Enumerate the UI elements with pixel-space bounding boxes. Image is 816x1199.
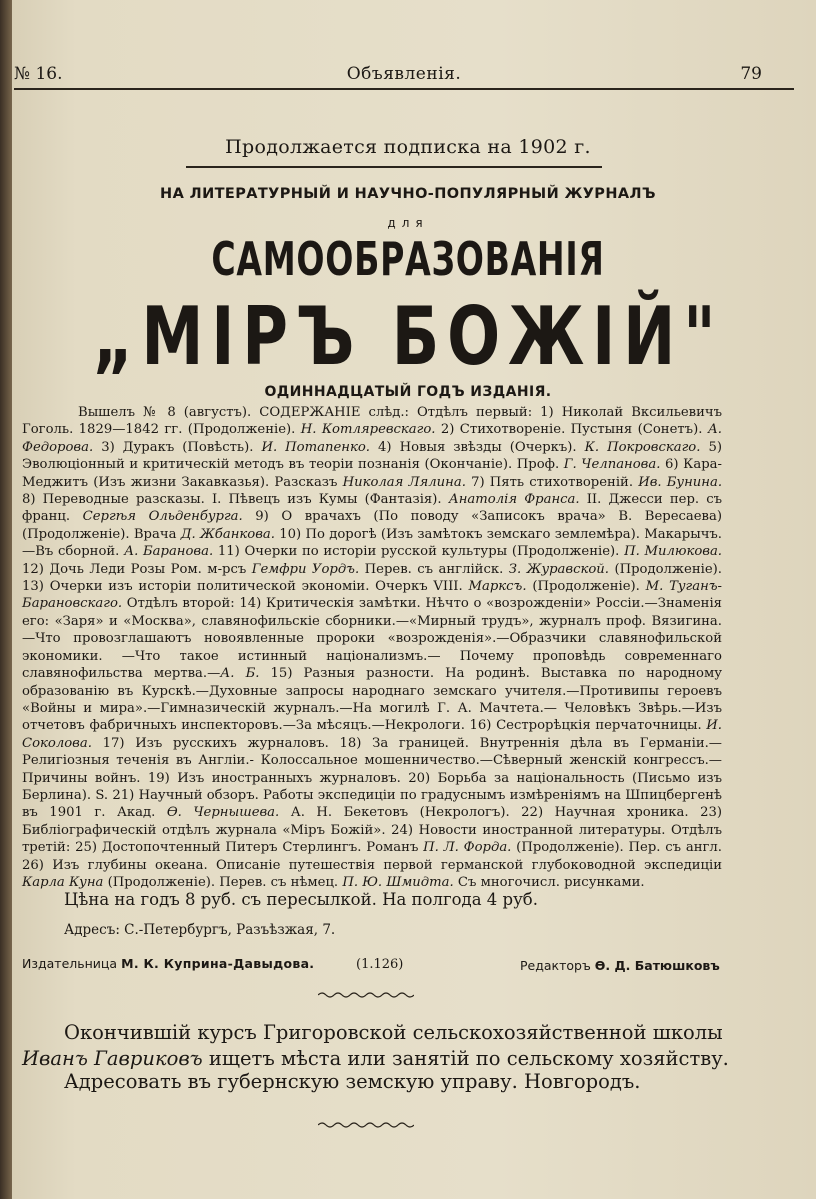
ad-person-name: Иванъ Гавриковъ: [22, 1047, 203, 1070]
table-of-contents: [22, 404, 722, 891]
issue-number: № 16.: [14, 64, 63, 84]
contents-text: 12) Дочь Леди Розы Ром. м-рсъ: [22, 561, 252, 577]
ad-code: (1.126): [356, 957, 404, 972]
editor-label: Редакторъ: [520, 958, 591, 973]
contents-author: М. Туганъ-Барановскаго.: [22, 579, 723, 612]
contents-text: Перев. съ англійск.: [359, 561, 509, 577]
contents-text: А. Н. Бекетовъ (Некрологъ). 22) Научная хроника. 23) Библіографическій отдѣлъ журнала «Міръ Божій». 24) Новости иностранной литературы. Отдѣлъ третій: 25) Достопочтенный Питеръ Стерлингъ. Романъ: [22, 805, 722, 856]
editor-line: [520, 958, 720, 973]
contents-text: 8) Переводные разсказы. I. Пѣвецъ изъ Кумы (Фантазія).: [22, 492, 449, 508]
contents-text: 10) По дорогѣ (Изъ замѣтокъ земскаго землемѣра). Макарычъ.—Въ сборной.: [22, 526, 723, 560]
contents-author: Сергѣя Ольденбурга.: [82, 509, 243, 525]
self-education-heading: САМООБРАЗОВАНІЯ: [211, 232, 605, 286]
contents-text: 6) Кара-Меджитъ (Изъ жизни Закавказья). Разсказъ: [22, 457, 722, 490]
ad-text-start: Окончившій курсъ Григоровской сельскохозяйственной школы: [64, 1021, 723, 1044]
for-line: для: [387, 216, 429, 230]
divider-ornament-bottom: [318, 1120, 414, 1130]
contents-text: 5) Эволюціонный и критическій методъ въ теоріи познанія (Окончаніе). Проф.: [22, 439, 722, 473]
contents-author: П. Л. Форда.: [423, 840, 512, 856]
ad-text-end: ищетъ мѣста или занятій по сельскому хозяйству.: [202, 1047, 729, 1070]
contents-author: Николая Лялина.: [342, 474, 466, 490]
contents-author: Анатолія Франса.: [448, 492, 580, 508]
contents-author: А. Б.: [220, 666, 260, 682]
contents-author: Ив. Бунина.: [638, 474, 723, 490]
publisher-name: М. К. Куприна-Давыдова.: [121, 956, 315, 971]
contents-author: К. Покровскаго.: [584, 439, 701, 455]
contents-text: 11) Очерки по исторіи русской культуры (Продолженіе).: [213, 544, 625, 560]
contents-text: (Продолженіе).: [526, 579, 646, 595]
contents-text: (Продолженіе). Перев. съ нѣмец.: [103, 874, 343, 890]
contents-author: Г. Челпанова.: [563, 457, 661, 473]
journal-title: „МІРЪ БОЖІЙ": [92, 290, 724, 383]
contents-author: П. Милюкова.: [624, 544, 722, 560]
contents-text: 17) Изъ русскихъ журналовъ. 18) За границей. Внутреннія дѣла въ Германіи.—Религіозныя теченія въ Англіи.- Колоссальное мошенничество.—Сѣверный женскій конгрессъ.—Причины войнъ. 19) Изъ иностранныхъ журналовъ. 20) Борьба за національность (Письмо изъ Берлина). S. 21) Научный обзоръ. Работы экспедиціи по градуснымъ измѣреніямъ на Шпицбергенѣ въ 1901 г. Акад.: [22, 735, 722, 821]
divider-ornament: [318, 990, 414, 1000]
publisher-label: Издательница: [22, 956, 118, 971]
contents-text: (Продолженіе). Пер. съ англ. 26) Изъ глубины океана. Описаніе путешествія первой германской глубоководной экспедиціи: [22, 840, 722, 873]
address-line: Адресъ: С.-Петербургъ, Разъѣзжая, 7.: [64, 922, 336, 938]
contents-author: А. Баранова.: [124, 544, 214, 560]
contents-author: А. Федорова.: [22, 422, 722, 455]
contents-text: II. Джесси пер. съ франц.: [22, 492, 722, 525]
contents-author: Д. Жбанкова.: [180, 526, 275, 542]
contents-text: 15) Разныя разности. На родинѣ. Выставка по народному образованію въ Курскѣ.—Духовные запросы народнаго земскаго учителя.—Противипы героевъ «Войны и мира».—Гимназическій журналъ.—На могилѣ Г. А. Мачтета.— Человѣкъ Звѣрь.—Изъ отчетовъ фабричныхъ инспекторовъ.—За мѣсяцъ.—Некрологи. 16) Сестрорѣцкія перчаточницы.: [22, 666, 722, 734]
editor-name: Ѳ. Д. Батюшковъ: [594, 958, 720, 973]
contents-author: Гемфри Уордъ.: [251, 561, 360, 577]
contents-text: 9) О врачахъ (По поводу «Записокъ врача» В. Вересаева) (Продолженіе). Врача: [22, 509, 722, 542]
contents-text: 3) Дуракъ (Повѣсть).: [93, 439, 262, 455]
contents-author: З. Журавской.: [508, 561, 609, 577]
header-rule: [14, 88, 794, 90]
contents-text: Вышелъ № 8 (августъ). СОДЕРЖАНІЕ слѣд.: Отдѣлъ первый: 1) Николай Вксильевичъ Гоголь. 1829—1842 гг. (Продолженіе).: [22, 405, 722, 438]
contents-author: И. Соколова.: [22, 718, 722, 751]
section-title: Объявленія.: [346, 64, 462, 84]
contents-author: Марксъ.: [468, 579, 527, 595]
ad-address: Адресовать въ губернскую земскую управу. Новгородъ.: [64, 1070, 641, 1093]
publisher-line: [22, 956, 314, 971]
publication-year: ОДИННАДЦАТЫЙ ГОДЪ ИЗДАНІЯ.: [264, 384, 552, 400]
page-header: [14, 62, 794, 88]
contents-text: 4) Новыя звѣзды (Очеркъ).: [369, 439, 585, 455]
page-number: 79: [740, 64, 762, 84]
price-line: Цѣна на годъ 8 руб. съ пересылкой. На полгода 4 руб.: [64, 890, 538, 909]
contents-author: Н. Котляревскаго.: [300, 422, 436, 438]
contents-text: Отдѣлъ второй: 14) Критическія замѣтки. Нѣчто о «возрожденіи» Россіи.—Знаменія его: «Заря» и «Москва», славянофильскіе сборники.—«Мирный трудъ», журналъ проф. Вязигина.—Что провозглашаютъ новоявленные пророки «возрожденія».—Образчики славянофильской экономики. —Что такое истинный націонализмъ.— Почему проповѣдь современнаго славянофильства мертва.—: [22, 596, 722, 682]
contents-author: Карла Куна: [22, 874, 104, 890]
contents-text: Съ многочисл. рисунками.: [453, 874, 645, 890]
contents-text: 2) Стихотвореніе. Пустыня (Сонетъ).: [435, 422, 708, 438]
journal-line: НА ЛИТЕРАТУРНЫЙ И НАУЧНО-ПОПУЛЯРНЫЙ ЖУРНАЛЪ: [160, 186, 656, 202]
contents-author: Ѳ. Чернышева.: [166, 805, 280, 821]
contents-author: П. Ю. Шмидта.: [342, 874, 454, 890]
contents-text: 7) Пять стихотвореній.: [465, 474, 639, 490]
classified-ad: [22, 1020, 732, 1072]
contents-text: (Продолженіе). 13) Очерки изъ исторіи политической экономіи. Очеркъ VIII.: [22, 561, 723, 595]
subscription-rule: [186, 166, 602, 168]
subscription-notice: Продолжается подписка на 1902 г.: [225, 136, 591, 158]
contents-author: И. Потапенко.: [261, 439, 370, 455]
